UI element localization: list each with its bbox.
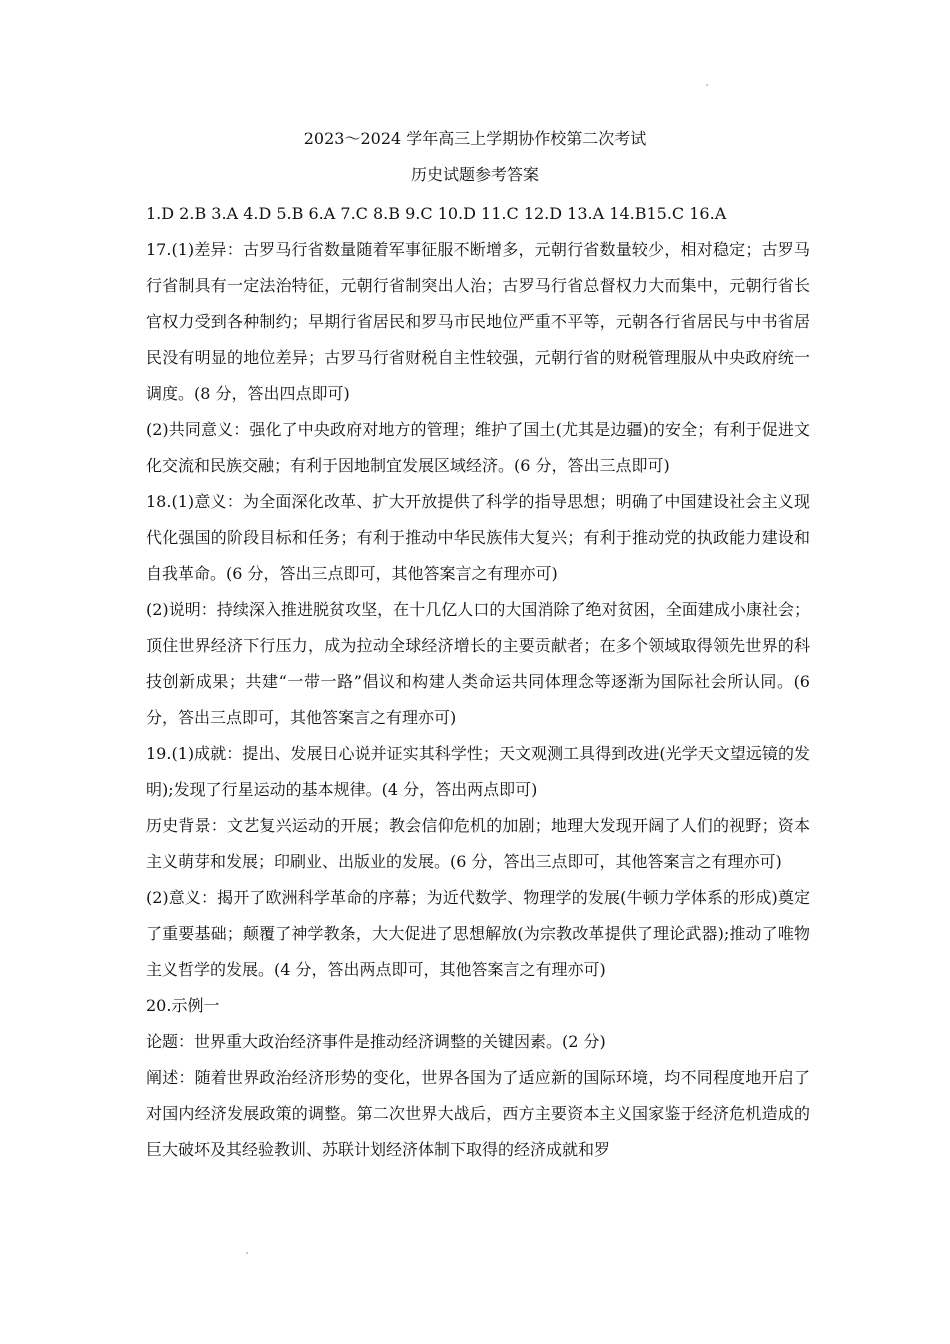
- answer-17-1: 17.(1)差异：古罗马行省数量随着军事征服不断增多，元朝行省数量较少，相对稳定；古罗马行省制具有一定法治特征，元朝行省制突出人治；古罗马行省总督权力大而集中，元朝行省长官权力受到各种制约；早期行省居民和罗马市民地位严重不平等，元朝各行省居民与中书省居民没有明显的地位差异；古罗马行省财税自主性较强，元朝行省的财税管理服从中央政府统一调度。(8 分，答出四点即可): [146, 240, 810, 403]
- answer-19-2: (2)意义：揭开了欧洲科学革命的序幕；为近代数学、物理学的发展(牛顿力学体系的形成)奠定了重要基础；颠覆了神学教条，大大促进了思想解放(为宗教改革提供了理论武器);推动了唯物主义哲学的发展。(4 分，答出两点即可，其他答案言之有理亦可): [146, 888, 810, 979]
- answer-20-heading: 20.示例一: [146, 996, 220, 1015]
- answer-19-1-achievements: 19.(1)成就：提出、发展日心说并证实其科学性；天文观测工具得到改进(光学天文望远镜的发明);发现了行星运动的基本规律。(4 分，答出两点即可): [146, 744, 810, 799]
- answer-20-elaboration: 阐述：随着世界政治经济形势的变化，世界各国为了适应新的国际环境，均不同程度地开启了对国内经济发展政策的调整。第二次世界大战后，西方主要资本主义国家鉴于经济危机造成的巨大破坏及其经验教训、苏联计划经济体制下取得的经济成就和罗: [146, 1068, 810, 1159]
- page-title: 2023～2024 学年高三上学期协作校第二次考试: [303, 129, 647, 148]
- answer-20-thesis: 论题：世界重大政治经济事件是推动经济调整的关键因素。(2 分): [146, 1032, 606, 1051]
- answer-19-1-background: 历史背景：文艺复兴运动的开展；教会信仰危机的加剧；地理大发现开阔了人们的视野；资本主义萌芽和发展；印刷业、出版业的发展。(6 分，答出三点即可，其他答案言之有理亦可): [146, 816, 810, 871]
- scan-speck: [246, 1252, 248, 1254]
- scan-speck: [706, 84, 708, 86]
- answer-18-1: 18.(1)意义：为全面深化改革、扩大开放提供了科学的指导思想；明确了中国建设社会主义现代化强国的阶段目标和任务；有利于推动中华民族伟大复兴；有利于推动党的执政能力建设和自我革命。(6 分，答出三点即可，其他答案言之有理亦可): [146, 492, 810, 583]
- page-subtitle: 历史试题参考答案: [410, 165, 539, 184]
- answer-choices: 1.D 2.B 3.A 4.D 5.B 6.A 7.C 8.B 9.C 10.D 11.C 12.D 13.A 14.B15.C 16.A: [146, 204, 727, 223]
- answer-17-2: (2)共同意义：强化了中央政府对地方的管理；维护了国土(尤其是边疆)的安全；有利于促进文化交流和民族交融；有利于因地制宜发展区域经济。(6 分，答出三点即可): [146, 420, 810, 475]
- answer-18-2: (2)说明：持续深入推进脱贫攻坚，在十几亿人口的大国消除了绝对贫困，全面建成小康社会；顶住世界经济下行压力，成为拉动全球经济增长的主要贡献者；在多个领域取得领先世界的科技创新成果；共建“一带一路”倡议和构建人类命运共同体理念等逐渐为国际社会所认同。(6 分，答出三点即可，其他答案言之有理亦可): [146, 600, 810, 727]
- answer-content: [146, 196, 810, 1168]
